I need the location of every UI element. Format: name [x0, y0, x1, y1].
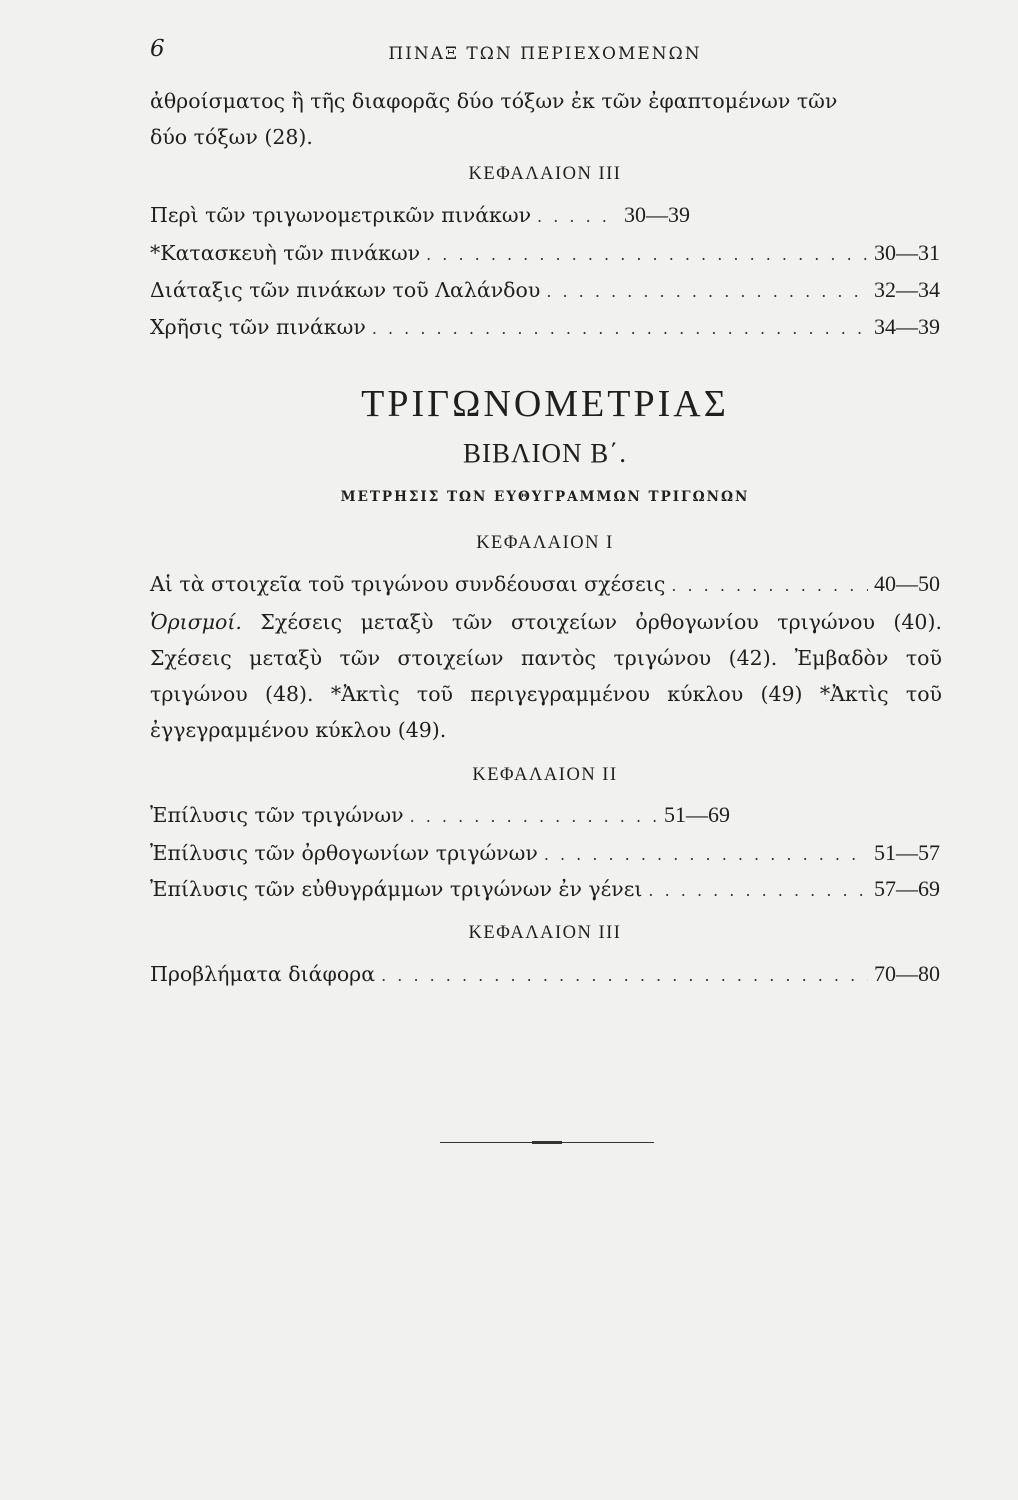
end-ornament-rule	[440, 1141, 654, 1145]
toc-entry-title: Διάταξις τῶν πινάκων τοῦ Λαλάνδου	[150, 278, 541, 302]
toc-entry-pages: 51—57	[874, 840, 940, 865]
chapter-heading: ΚΕΦΑΛΑΙΟΝ Ι	[476, 533, 614, 553]
toc-entry[interactable]	[150, 802, 730, 828]
leader-dots	[671, 576, 868, 595]
leader-dots	[546, 282, 868, 301]
toc-entry-pages: 30—31	[874, 240, 940, 265]
toc-entry-title: Χρῆσις τῶν πινάκων	[150, 315, 366, 339]
toc-entry[interactable]	[150, 961, 940, 987]
toc-entry-pages: 51—69	[664, 802, 730, 827]
book-subtitle: ΜΕΤΡΗΣΙΣ ΤΩΝ ΕΥΘΥΓΡΑΜΜΩΝ ΤΡΙΓΩΝΩΝ	[340, 489, 750, 505]
chapter-heading: ΚΕΦΑΛΑΙΟΝ ΙΙΙ	[468, 164, 622, 184]
toc-entry-title: Περὶ τῶν τριγωνομετρικῶν πινάκων	[150, 203, 532, 227]
leader-dots	[537, 207, 618, 226]
toc-entry[interactable]	[150, 876, 940, 902]
toc-entry[interactable]	[150, 840, 940, 866]
leader-dots	[648, 881, 868, 900]
page-number: 6	[150, 36, 165, 62]
leader-dots	[381, 966, 868, 985]
toc-entry-title: Προβλήματα διάφορα	[150, 962, 376, 986]
toc-entry[interactable]	[150, 571, 940, 597]
toc-entry-pages: 34—39	[874, 314, 940, 339]
leader-dots	[410, 807, 658, 826]
toc-entry-pages: 30—39	[624, 202, 690, 227]
leader-dots	[372, 319, 868, 338]
toc-entry[interactable]	[150, 277, 940, 303]
intro-line-1: ἀθροίσματος ἢ τῆς διαφορᾶς δύο τόξων ἐκ τῶν ἐφαπτομένων τῶν	[150, 89, 838, 113]
chapter-summary-paragraph	[150, 604, 942, 748]
chapter-heading: ΚΕΦΑΛΑΙΟΝ ΙΙ	[472, 765, 618, 785]
toc-entry-pages: 40—50	[874, 571, 940, 596]
running-head	[150, 36, 940, 76]
summary-text: Σχέσεις μεταξὺ τῶν στοιχείων ὀρθογωνίου τριγώνου (40). Σχέσεις μεταξὺ τῶν στοιχείων παντὸς τριγώνου (42). Ἐμβαδὸν τοῦ τριγώνου (48). *Ἀκτὶς τοῦ περιγεγραμμένου κύκλου (49) *Ἀκτὶς τοῦ ἐγγεγραμμένου κύκλου (49).	[150, 610, 942, 742]
book-label: ΒΙΒΛΙΟΝ Β΄.	[462, 438, 628, 468]
book-main-title: ΤΡΙΓΩΝΟΜΕΤΡΙΑΣ	[361, 383, 729, 425]
toc-entry-pages: 32—34	[874, 277, 940, 302]
toc-entry[interactable]	[150, 202, 690, 228]
leader-dots	[544, 845, 868, 864]
leader-dots	[426, 245, 868, 264]
toc-entry[interactable]	[150, 314, 940, 340]
ornament-center-mark	[532, 1141, 562, 1144]
toc-entry-title: Ἐπίλυσις τῶν ὀρθογωνίων τριγώνων	[150, 841, 538, 865]
toc-entry-title: Ἐπίλυσις τῶν τριγώνων	[150, 803, 404, 827]
definitions-label: Ὁρισμοί.	[150, 610, 242, 634]
chapter-heading: ΚΕΦΑΛΑΙΟΝ ΙΙΙ	[468, 923, 622, 943]
intro-line-2: δύο τόξων (28).	[150, 125, 313, 149]
toc-entry-pages: 57—69	[874, 876, 940, 901]
toc-entry-title: Αἱ τὰ στοιχεῖα τοῦ τριγώνου συνδέουσαι σχέσεις	[150, 572, 666, 596]
toc-entry[interactable]	[150, 240, 940, 266]
running-title: ΠΙΝΑΞ ΤΩΝ ΠΕΡΙΕΧΟΜΕΝΩΝ	[388, 44, 702, 64]
toc-entry-title: Ἐπίλυσις τῶν εὐθυγράμμων τριγώνων ἐν γένει	[150, 877, 643, 901]
toc-entry-pages: 70—80	[874, 961, 940, 986]
toc-entry-title: *Κατασκευὴ τῶν πινάκων	[150, 241, 421, 265]
